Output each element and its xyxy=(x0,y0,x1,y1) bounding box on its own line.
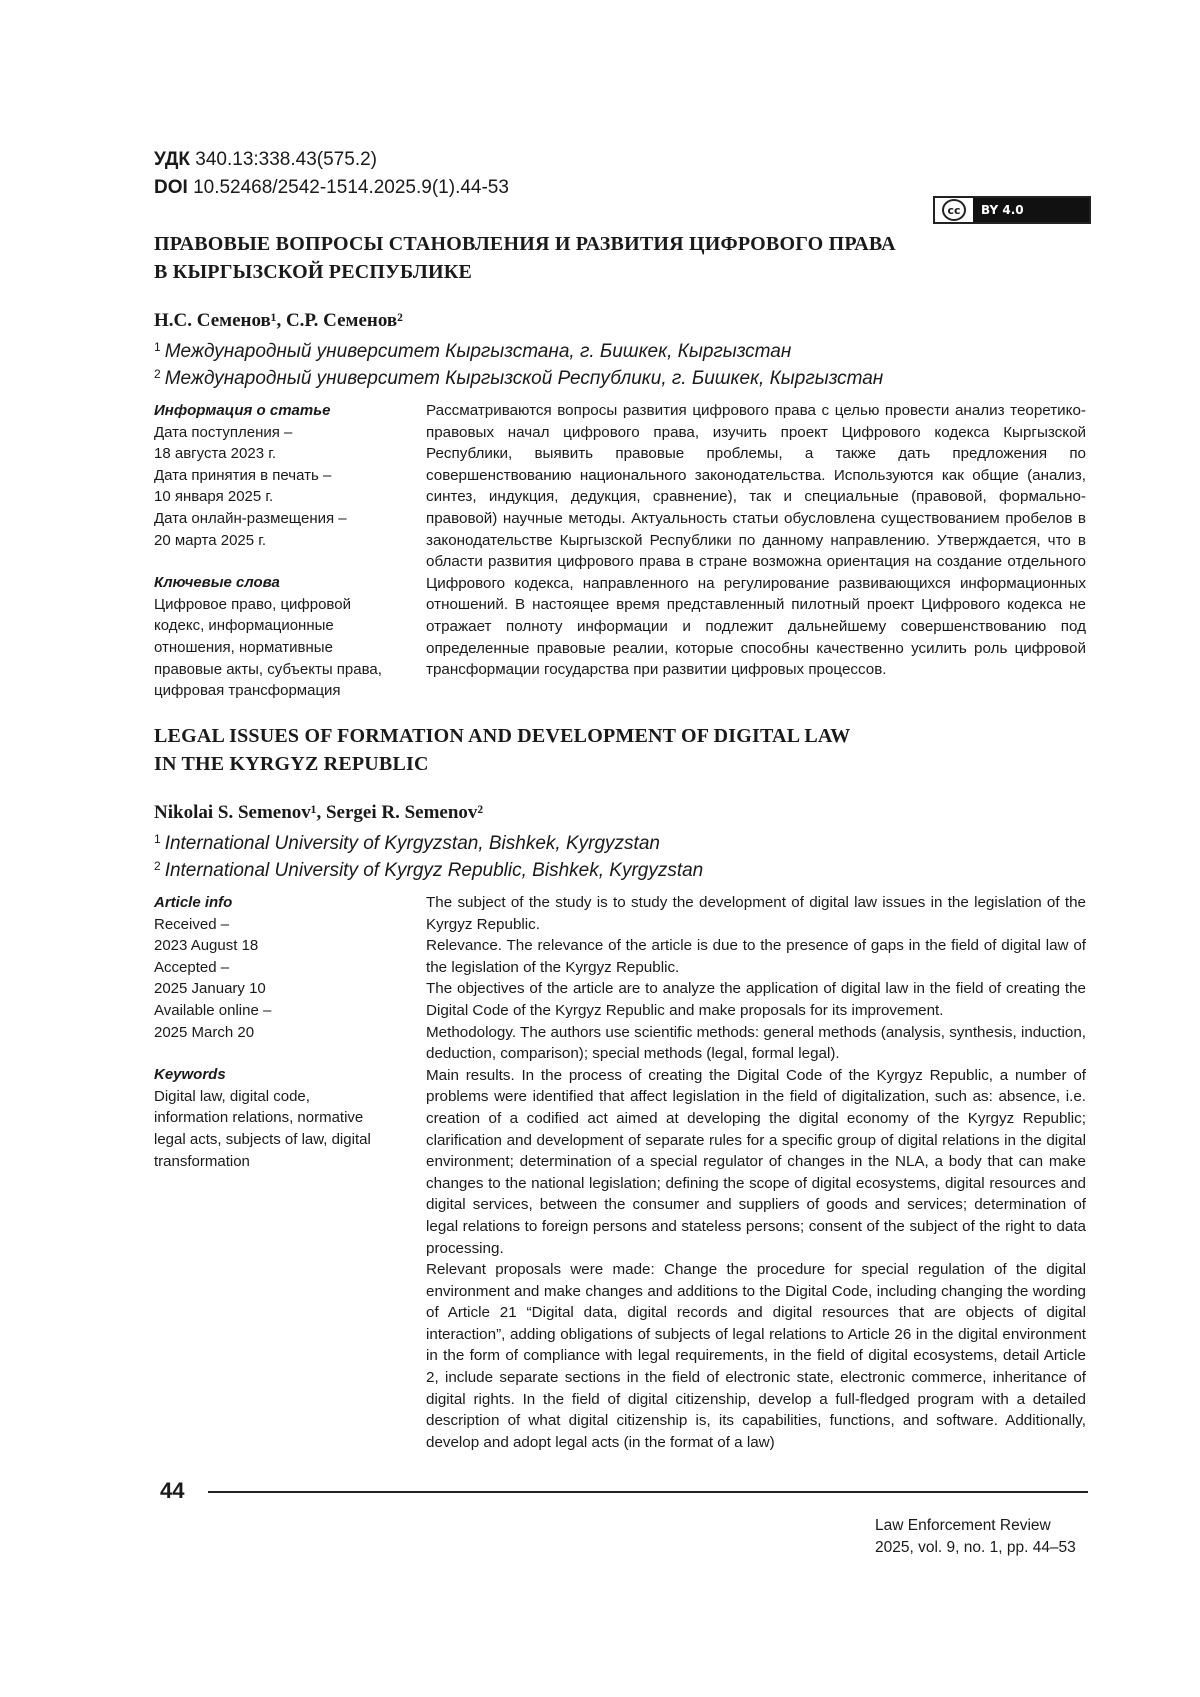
en-info-heading: Article info xyxy=(154,894,233,911)
en-abstract-paragraph: The objectives of the article are to analyze the application of digital law in the field of creating the Digital Code of the Kyrgyz Republic and make proposals for its improvement. xyxy=(426,980,1086,1019)
en-info-line: 2023 August 18 xyxy=(154,937,259,955)
en-article-info xyxy=(154,892,414,1172)
footer-divider xyxy=(208,1491,1088,1493)
en-keywords-line: legal acts, subjects of law, digital xyxy=(154,1130,371,1148)
udk-value: 340.13:338.43(575.2) xyxy=(195,149,377,170)
ru-keywords-line: цифровая трансформация xyxy=(154,682,341,700)
ru-affiliation-1: $^1$ Международный университет Кыргызстана, г. Бишкек, Кыргызстан xyxy=(154,340,792,362)
en-abstract-paragraph: Methodology. The authors use scientific methods: general methods (analysis, synthesis, induction, deduction, comparison); special methods (legal, formal legal). xyxy=(426,1023,1086,1063)
ru-article-info xyxy=(154,400,414,702)
en-abstract-paragraph: Relevant proposals were made: Change the procedure for special regulation of the digital environment and make changes and additions to the Digital Code, including changing the wording of Article 21 “Digital data, digital records and digital resources that are objects of digital interaction”, adding obligations of subjects of legal relations to Article 26 in the digital environment in the form of compliance with legal requirements, in the field of digital ecosystems, detail Article 2, include separate sections in the field of electronic state, electronic commerce, inheritance of digital rights. In the field of digital citizenship, develop a full-fledged program with a detailed description of what digital citizenship is, its capabilities, functions, and software. Additionally, develop and adopt legal acts (in the format of a law) xyxy=(426,1261,1086,1451)
udk-label: УДК xyxy=(154,149,190,170)
en-info-line: Received – xyxy=(154,915,230,933)
affiliation-number: 1 xyxy=(154,832,161,846)
en-affiliation-1: $^1$ International University of Kyrgyzstan, Bishkek, Kyrgyzstan xyxy=(154,832,660,854)
affiliation-number: 1 xyxy=(154,340,161,354)
en-abstract-paragraph: Main results. In the process of creating the Digital Code of the Kyrgyz Republic, a number of problems were identified that affect legislation in the field of digitalization, such as: absence, i.e. creation of a codified act aimed at developing the digital economy of the Kyrgyz Republic; clarification and development of separate rules for a specific group of digital relations in the digital environment; determination of a special regulator of changes in the NLA, a body that can make changes to the national legislation; defining the scope of digital ecosystems, digital resources and digital services, between the consumer and suppliers of goods and services; determination of legal relations to foreign persons and stateless persons; consent of the subject of the right to data processing. xyxy=(426,1066,1086,1257)
ru-info-line: 10 января 2025 г. xyxy=(154,488,274,506)
doi-line xyxy=(154,174,509,202)
ru-info-heading: Информация о статье xyxy=(154,402,331,419)
en-affiliation-2: $^2$ International University of Kyrgyz Republic, Bishkek, Kyrgyzstan xyxy=(154,859,704,881)
ru-affiliation-2: $^2$ Международный университет Кыргызской Республики, г. Бишкек, Кыргызстан xyxy=(154,367,884,389)
en-info-line: 2025 January 10 xyxy=(154,980,266,998)
cc-icon: cc xyxy=(935,198,973,222)
cc-license-text: BY 4.0 xyxy=(973,198,1089,222)
en-title xyxy=(154,722,954,778)
journal-citation xyxy=(875,1515,1076,1559)
journal-issue: 2025, vol. 9, no. 1, pp. 44–53 xyxy=(875,1539,1076,1556)
en-title-line-2: IN THE KYRGYZ REPUBLIC xyxy=(154,753,429,775)
ru-info-line: 18 августа 2023 г. xyxy=(154,445,277,463)
page-number: 44 xyxy=(160,1478,185,1503)
ru-keywords-line: правовые акты, субъекты права, xyxy=(154,660,382,678)
ru-keywords-line: Цифровое право, цифровой xyxy=(154,595,351,613)
ru-keywords-heading: Ключевые слова xyxy=(154,574,280,592)
en-keywords-heading: Keywords xyxy=(154,1066,226,1084)
en-info-line: 2025 March 20 xyxy=(154,1023,255,1041)
en-info-line: Available online – xyxy=(154,1001,272,1019)
en-keywords-line: transformation xyxy=(154,1152,250,1170)
ru-info-line: Дата онлайн-размещения – xyxy=(154,509,347,527)
ru-authors: Н.С. Семенов¹, С.Р. Семенов² xyxy=(154,310,403,331)
ru-info-line: Дата принятия в печать – xyxy=(154,466,332,484)
en-authors: Nikolai S. Semenov¹, Sergei R. Semenov² xyxy=(154,802,484,823)
udk-line xyxy=(154,146,377,174)
en-abstract xyxy=(426,892,1086,1453)
ru-keywords-line: кодекс, информационные xyxy=(154,617,334,635)
journal-name: Law Enforcement Review xyxy=(875,1517,1051,1534)
ru-title-line-2: В КЫРГЫЗСКОЙ РЕСПУБЛИКЕ xyxy=(154,261,473,283)
cc-license-badge[interactable] xyxy=(933,196,1091,224)
ru-abstract xyxy=(426,400,1086,681)
doi-label: DOI xyxy=(154,177,188,198)
en-info-line: Accepted – xyxy=(154,958,230,976)
en-abstract-paragraph: Relevance. The relevance of the article is due to the presence of gaps in the field of digital law of the legislation of the Kyrgyz Republic. xyxy=(426,937,1086,976)
en-keywords-line: information relations, normative xyxy=(154,1109,364,1127)
ru-info-line: Дата поступления – xyxy=(154,423,293,441)
en-abstract-paragraph: The subject of the study is to study the development of digital law issues in the legislation of the Kyrgyz Republic. xyxy=(426,894,1086,933)
en-title-line-1: LEGAL ISSUES OF FORMATION AND DEVELOPMENT OF DIGITAL LAW xyxy=(154,725,851,747)
ru-title-line-1: ПРАВОВЫЕ ВОПРОСЫ СТАНОВЛЕНИЯ И РАЗВИТИЯ ЦИФРОВОГО ПРАВА xyxy=(154,233,896,255)
ru-keywords-line: отношения, нормативные xyxy=(154,638,333,656)
doi-value: 10.52468/2542-1514.2025.9(1).44-53 xyxy=(193,177,509,198)
affiliation-number: 2 xyxy=(154,367,161,381)
ru-title xyxy=(154,230,954,286)
ru-abstract-text: Рассматриваются вопросы развития цифрового права с целью провести анализ теоретико-правовых начал цифрового права, изучить проект Цифрового кодекса Кыргызской Республики, выявить правовые проблемы, а также дать предложения по совершенствованию национального законодательства. Используются как общие (анализ, синтез, индукция, дедукция, сравнение), так и специальные (правовой, формально-правовой) научные методы. Актуальность статьи обусловлена существованием пробелов в законодательстве Кыргызской Республики по данному направлению. Утверждается, что в области развития цифрового права в стране возможна ориентация на создание отдельного Цифрового кодекса, направленного на регулирование развивающихся информационных отношений. В настоящее время представленный пилотный проект Цифрового кодекса не отражает полноту информации и подлежит дальнейшему совершенствованию под определенные правовые реалии, которые способны качественно усилить роль цифровой трансформации государства при развитии цифровых процессов. xyxy=(426,402,1086,679)
en-keywords-line: Digital law, digital code, xyxy=(154,1087,310,1105)
ru-info-line: 20 марта 2025 г. xyxy=(154,531,267,549)
affiliation-number: 2 xyxy=(154,859,161,873)
